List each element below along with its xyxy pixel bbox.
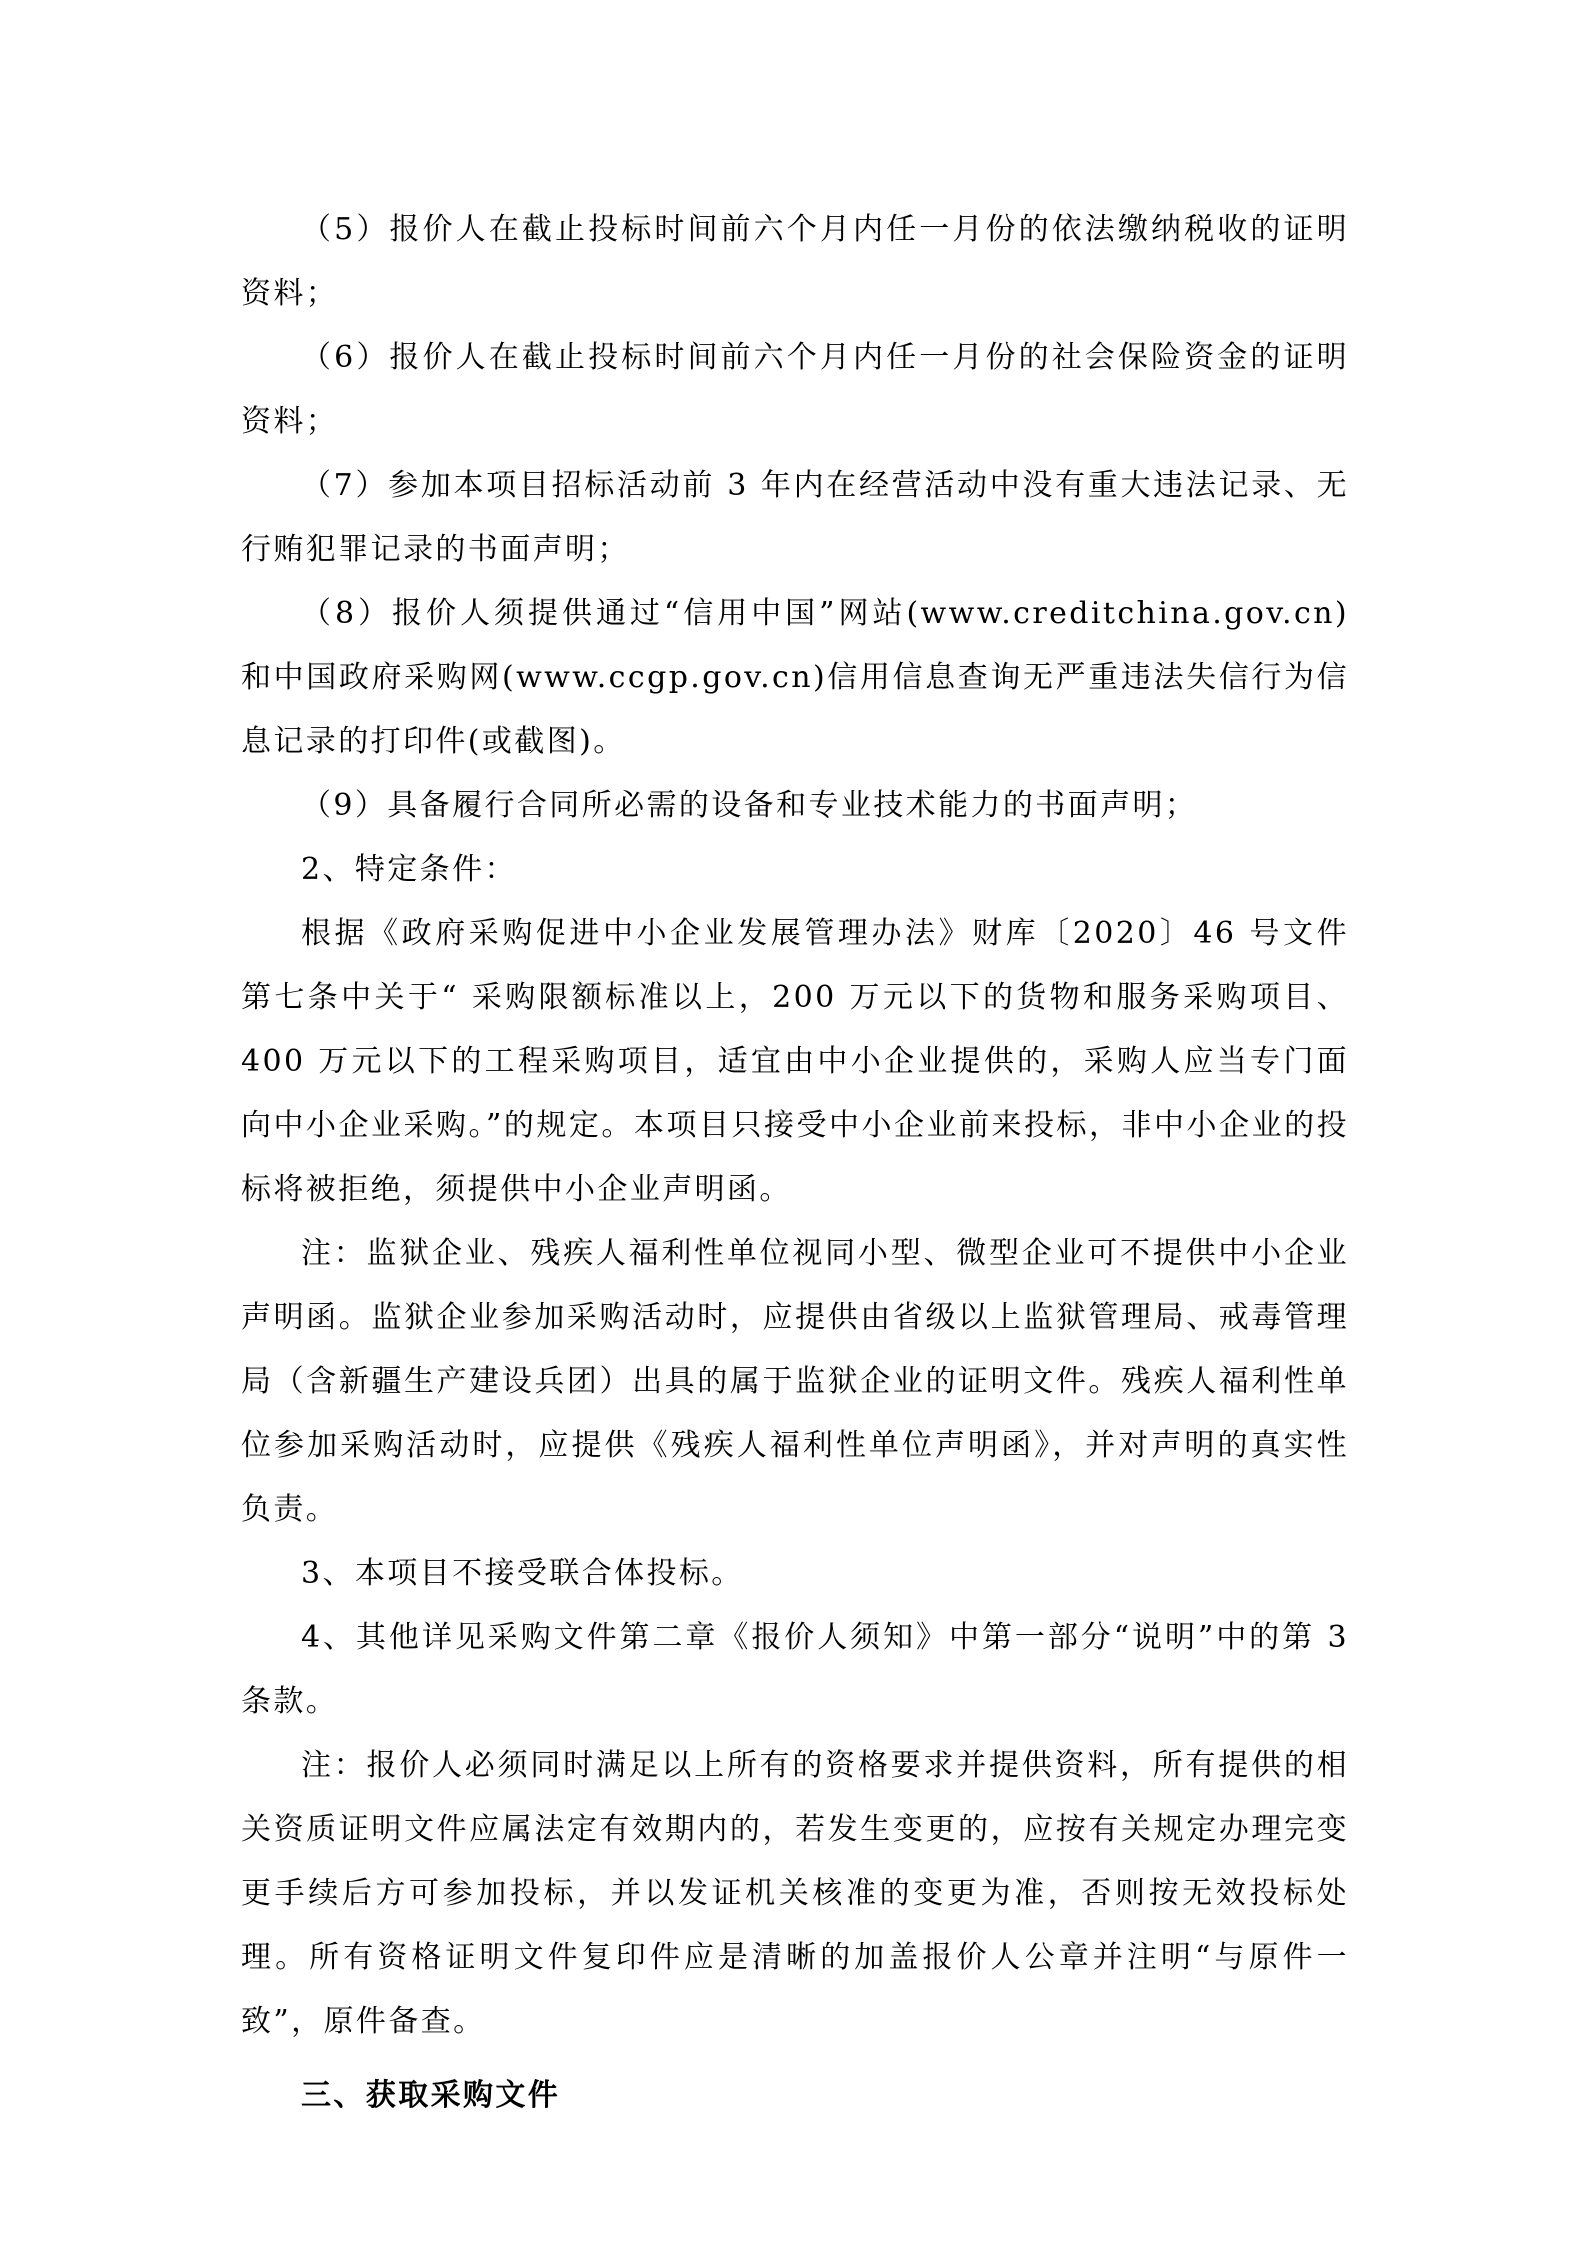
paragraph-item-5-tax-proof: （5）报价人在截止投标时间前六个月内任一月份的依法缴纳税收的证明资料； bbox=[241, 212, 1349, 311]
paragraph-item-9-capability-statement: （9）具备履行合同所必需的设备和专业技术能力的书面声明； bbox=[301, 788, 1198, 823]
paragraph-item-6-social-insurance-proof: （6）报价人在截止投标时间前六个月内任一月份的社会保险资金的证明资料； bbox=[241, 340, 1349, 439]
paragraph-sme-policy: 根据《政府采购促进中小企业发展管理办法》财库〔2020〕46 号文件第七条中关于“ 采购限额标准以上，200 万元以下的货物和服务采购项目、400 万元以下的工程采购项目，适宜由中小企业提供的，采购人应当专门面向中小企业采购。”的规定。本项目只接受中小企业前来投标，非中小企业的投标将被拒绝，须提供中小企业声明函。 bbox=[241, 916, 1349, 1207]
paragraph-note-prison-enterprise: 注：监狱企业、残疾人福利性单位视同小型、微型企业可不提供中小企业声明函。监狱企业参加采购活动时，应提供由省级以上监狱管理局、戒毒管理局（含新疆生产建设兵团）出具的属于监狱企业的证明文件。残疾人福利性单位参加采购活动时，应提供《残疾人福利性单位声明函》，并对声明的真实性负责。 bbox=[241, 1236, 1349, 1527]
paragraph-no-consortium: 3、本项目不接受联合体投标。 bbox=[301, 1556, 744, 1591]
section-heading-obtain-documents: 三、获取采购文件 bbox=[301, 2078, 561, 2113]
paragraph-specific-conditions-title: 2、特定条件： bbox=[301, 852, 517, 887]
document-body bbox=[241, 198, 1349, 2128]
paragraph-item-7-no-violation-statement: （7）参加本项目招标活动前 3 年内在经营活动中没有重大违法记录、无行贿犯罪记录的书面声明； bbox=[241, 468, 1349, 567]
paragraph-item-8-credit-check: （8）报价人须提供通过“信用中国”网站(www.creditchina.gov.cn)和中国政府采购网(www.ccgp.gov.cn)信用信息查询无严重违法失信行为信息记录的打印件(或截图)。 bbox=[241, 596, 1350, 759]
paragraph-other-details: 4、其他详见采购文件第二章《报价人须知》中第一部分“说明”中的第 3 条款。 bbox=[241, 1620, 1349, 1719]
paragraph-note-qualification-requirements: 注：报价人必须同时满足以上所有的资格要求并提供资料，所有提供的相关资质证明文件应属法定有效期内的，若发生变更的，应按有关规定办理完变更手续后方可参加投标，并以发证机关核准的变更为准，否则按无效投标处理。所有资格证明文件复印件应是清晰的加盖报价人公章并注明“与原件一致”，原件备查。 bbox=[241, 1748, 1349, 2039]
